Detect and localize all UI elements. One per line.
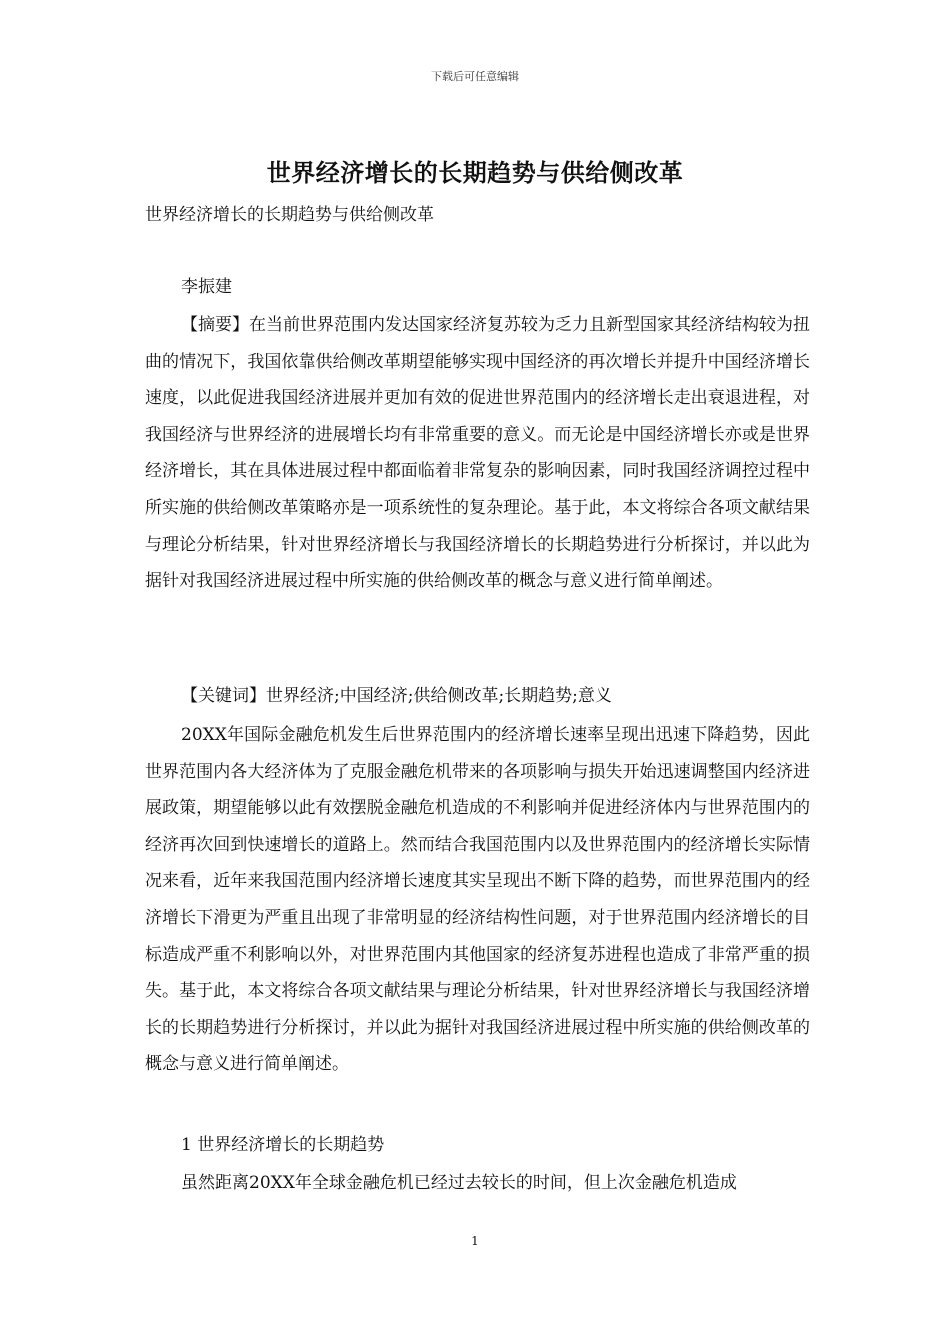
abstract-paragraph: 【摘要】在当前世界范围内发达国家经济复苏较为乏力且新型国家其经济结构较为扭曲的情况下，我国依靠供给侧改革期望能够实现中国经济的再次增长并提升中国经济增长速度，以此促进我国经济进展并更加有效的促进世界范围内的经济增长走出衰退进程，对我国经济与世界经济的进展增长均有非常重要的意义。而无论是中国经济增长亦或是世界经济增长，其在具体进展过程中都面临着非常复杂的影响因素，同时我国经济调控过程中所实施的供给侧改革策略亦是一项系统性的复杂理论。基于此，本文将综合各项文献结果与理论分析结果，针对世界经济增长与我国经济增长的长期趋势进行分析探讨，并以此为据针对我国经济进展过程中所实施的供给侧改革的概念与意义进行简单阐述。 (145, 315, 810, 592)
section-paragraph: 虽然距离20XX年全球金融危机已经过去较长的时间，但上次金融危机造成 (181, 1173, 737, 1193)
intro-section (145, 717, 810, 1083)
document-subtitle: 世界经济增长的长期趋势与供给侧改革 (145, 205, 434, 225)
document-title: 世界经济增长的长期趋势与供给侧改革 (266, 158, 684, 187)
section-body (145, 1165, 810, 1202)
intro-paragraph: 20XX年国际金融危机发生后世界范围内的经济增长速率呈现出迅速下降趋势，因此世界范围内各大经济体为了克服金融危机带来的各项影响与损失开始迅速调整国内经济进展政策，期望能够以此有效摆脱金融危机造成的不利影响并促进经济体内与世界范围内的经济再次回到快速增长的道路上。然而结合我国范围内以及世界范围内的经济增长实际情况来看，近年来我国范围内经济增长速度其实呈现出不断下降的趋势，而世界范围内的经济增长下滑更为严重且出现了非常明显的经济结构性问题，对于世界范围内经济增长的目标造成严重不利影响以外，对世界范围内其他国家的经济复苏进程也造成了非常严重的损失。基于此，本文将综合各项文献结果与理论分析结果，针对世界经济增长与我国经济增长的长期趋势进行分析探讨，并以此为据针对我国经济进展过程中所实施的供给侧改革的概念与意义进行简单阐述。 (145, 725, 810, 1075)
header-note: 下载后可任意编辑 (431, 70, 519, 83)
keywords-line: 【关键词】世界经济;中国经济;供给侧改革;长期趋势;意义 (181, 686, 612, 706)
section-heading: 1 世界经济增长的长期趋势 (181, 1135, 385, 1155)
abstract-section (145, 307, 810, 600)
page-number: 1 (471, 1234, 479, 1248)
author-name: 李振建 (181, 277, 232, 297)
